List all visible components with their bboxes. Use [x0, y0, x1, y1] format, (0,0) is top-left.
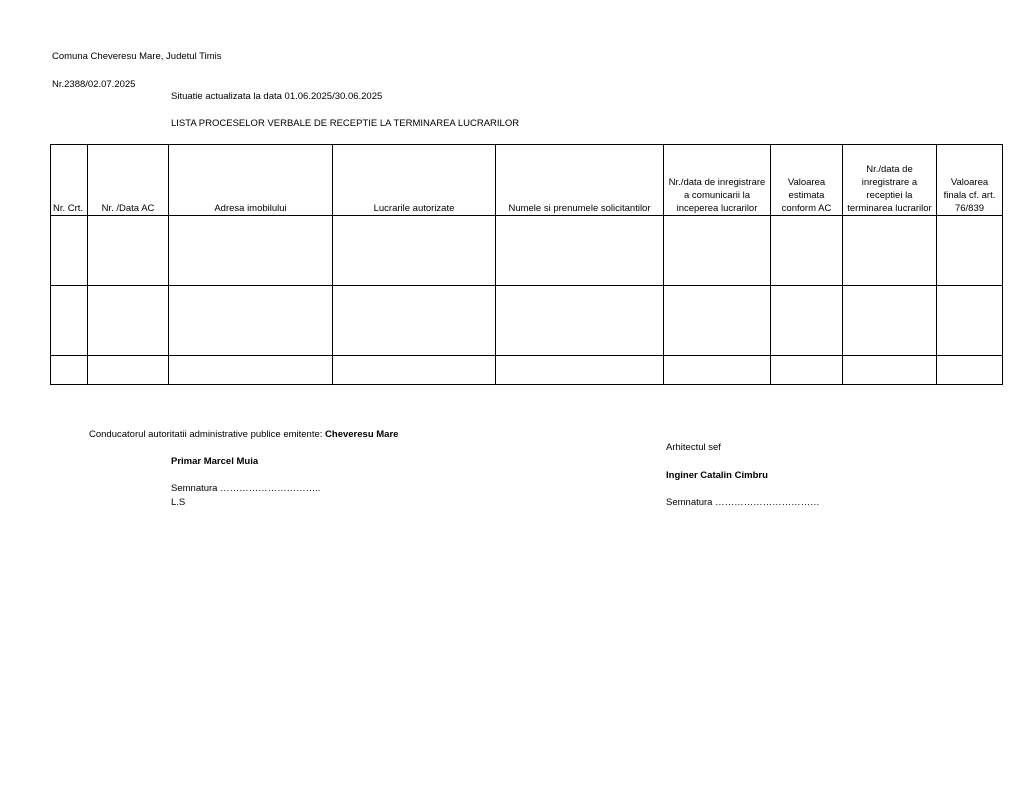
col-header-valoare-estimata: Valoarea estimata conform AC	[771, 145, 843, 216]
table-cell	[664, 216, 771, 286]
table-row	[51, 286, 1003, 356]
table-cell	[169, 356, 333, 385]
table-cell	[771, 216, 843, 286]
table-cell	[496, 216, 664, 286]
table-cell	[51, 356, 88, 385]
col-header-comunicare: Nr./data de inregistrare a comunicarii la inceperea lucrarilor	[664, 145, 771, 216]
table-cell	[333, 216, 496, 286]
table-row	[51, 216, 1003, 286]
table-cell	[51, 216, 88, 286]
col-header-valoare-finala: Valoarea finala cf. art. 76/839	[937, 145, 1003, 216]
document-number: Nr.2388/02.07.2025	[52, 79, 136, 90]
table-cell	[88, 286, 169, 356]
table-cell	[771, 356, 843, 385]
table-cell	[843, 286, 937, 356]
table-cell	[333, 356, 496, 385]
architect-title: Arhitectul sef	[666, 442, 721, 453]
table-cell	[843, 356, 937, 385]
table-cell	[664, 286, 771, 356]
col-header-lucrari: Lucrarile autorizate	[333, 145, 496, 216]
table-cell	[771, 286, 843, 356]
table-cell	[937, 286, 1003, 356]
architect-signature-line: Semnatura ……………………………	[666, 497, 820, 508]
table-cell	[496, 356, 664, 385]
table-cell	[333, 286, 496, 356]
mayor-name: Primar Marcel Muia	[171, 456, 259, 467]
register-table	[50, 144, 1003, 385]
issuing-authority	[89, 429, 398, 440]
table-cell	[843, 216, 937, 286]
col-header-solicitanti: Numele si prenumele solicitantilor	[496, 145, 664, 216]
situation-date: Situatie actualizata la data 01.06.2025/30.06.2025	[171, 91, 383, 102]
table-cell	[937, 216, 1003, 286]
table-cell	[937, 356, 1003, 385]
list-title: LISTA PROCESELOR VERBALE DE RECEPTIE LA TERMINAREA LUCRARILOR	[171, 118, 520, 129]
mayor-signature-line: Semnatura …………………………..	[171, 483, 321, 494]
issuing-authority-name: Cheveresu Mare	[325, 429, 399, 440]
table-cell	[496, 286, 664, 356]
table-cell	[664, 356, 771, 385]
architect-name: Inginer Catalin Cimbru	[666, 470, 768, 481]
col-header-nr-crt: Nr. Crt.	[51, 145, 88, 216]
table-cell	[169, 216, 333, 286]
issuing-authority-label: Conducatorul autoritatii administrative publice emitente:	[89, 429, 326, 440]
col-header-receptie: Nr./data de inregistrare a receptiei la terminarea lucrarilor	[843, 145, 937, 216]
col-header-adresa: Adresa imobilului	[169, 145, 333, 216]
seal-mark: L.S	[171, 497, 186, 508]
table-cell	[88, 216, 169, 286]
table-cell	[51, 286, 88, 356]
municipality: Comuna Cheveresu Mare, Judetul Timis	[52, 51, 222, 62]
table-row	[51, 356, 1003, 385]
table-cell	[169, 286, 333, 356]
table-header-row	[51, 145, 1003, 216]
table-cell	[88, 356, 169, 385]
col-header-nr-data-ac: Nr. /Data AC	[88, 145, 169, 216]
